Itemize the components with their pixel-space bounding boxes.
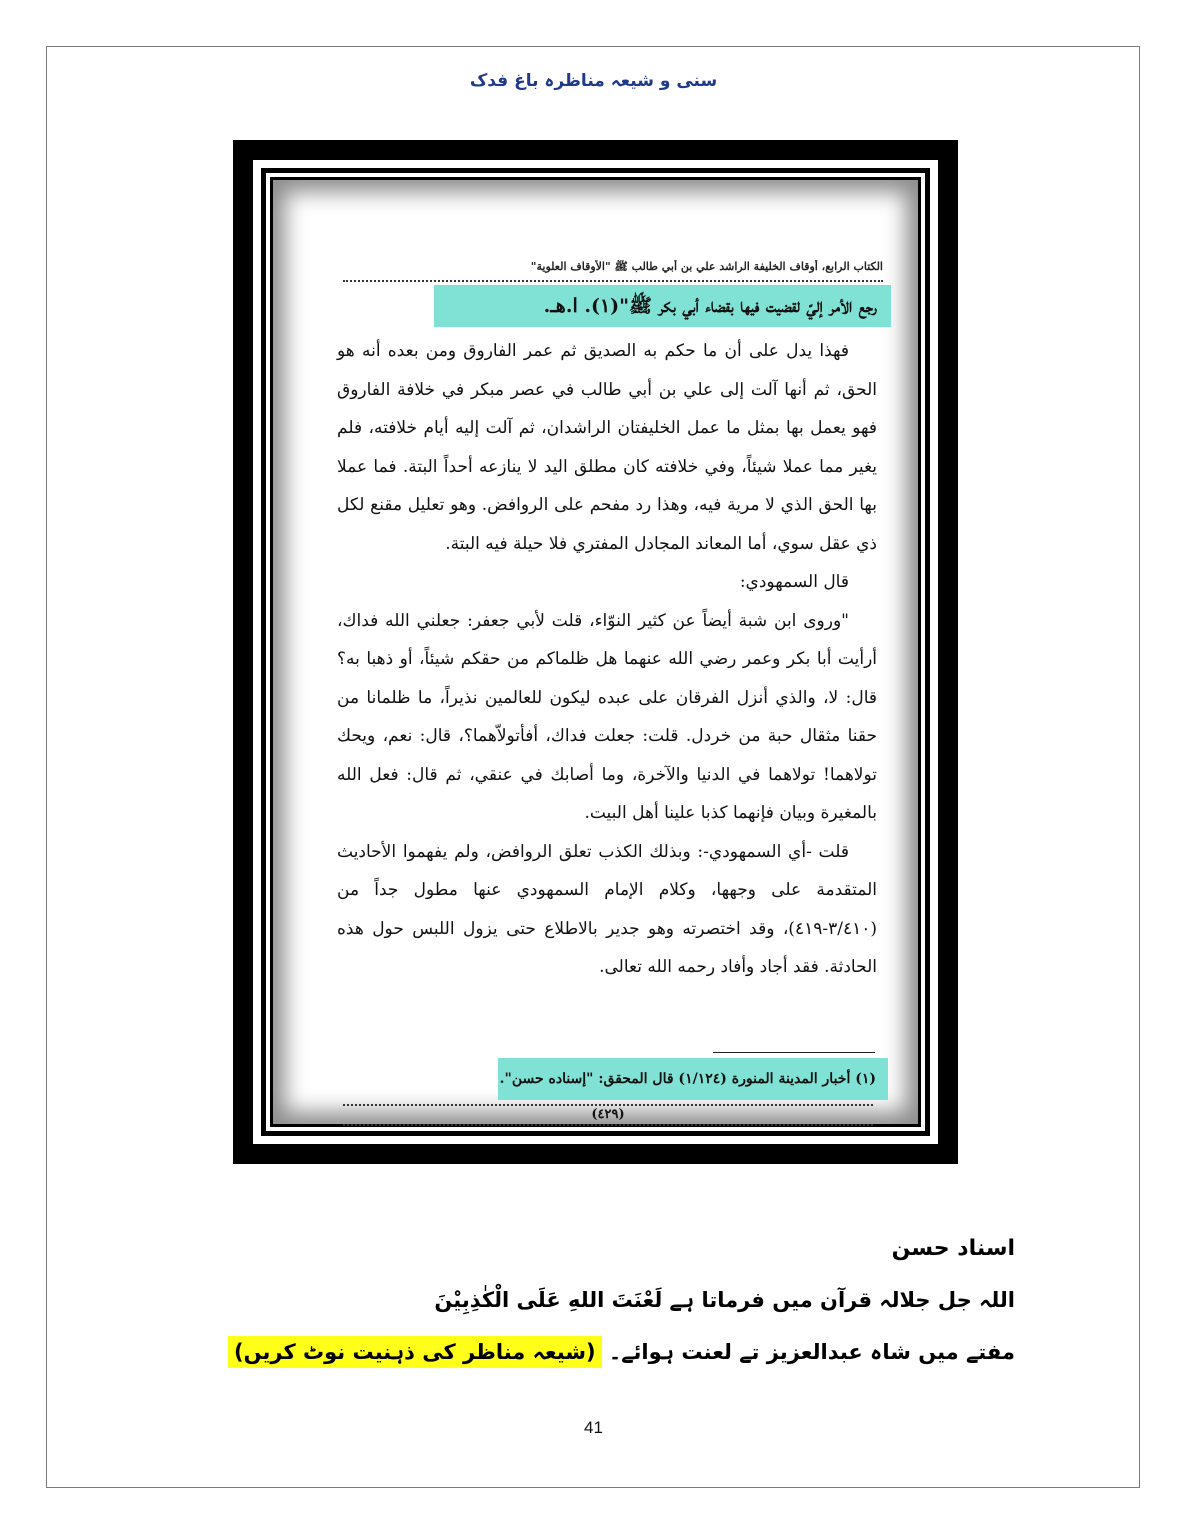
highlighted-line: رجع الأمر إليّ لقضيت فيها بقضاء أبي بكر ﷺ"(١). ا.هـ.	[434, 285, 891, 327]
paragraph: فهذا يدل على أن ما حكم به الصديق ثم عمر الفاروق ومن بعده أنه هو الحق، ثم أنها آلت إلى علي بن أبي طالب في عصر مبكر في خلافة الفاروق فهو يعمل بها بمثل ما عمل الخليفتان الراشدان، ثم آلت إليه أيام خلافته، فلم يغير مما عملا شيئاً، وفي خلافته كان مطلق اليد لا ينازعه أحداً البتة. فما عملا بها الحق الذي لا مرية فيه، وهذا رد مفحم على الروافض. وهو تعليل مقنع لكل ذي عقل سوي، أما المعاند المجادل المفتري فلا حيلة فيه البتة.	[337, 341, 877, 554]
urdu-heading: اسناد حسن	[891, 1236, 1015, 1261]
scan-running-head	[343, 260, 883, 282]
urdu-note-prefix: مفتے میں شاہ عبدالعزیز تے لعنت ہوائے۔	[608, 1340, 1015, 1364]
urdu-quran-line: اللہ جل جلالہ قرآن میں فرماتا ہے لَعْنَتَ اللهِ عَلَى الْكٰذِبِيْنَ	[434, 1288, 1015, 1312]
paragraph: قلت -أي السمهودي-: وبذلك الكذب تعلق الروافض، ولم يفهموا الأحاديث المتقدمة على وجهها، وكلام الإمام السمهودي عنها مطول جداً من (٣/٤١٠-٤١٩)، وقد اختصرته وهو جدير بالاطلاع حتى يزول اللبس حول هذه الحادثة. فقد أجاد وأفاد رحمه الله تعالى.	[337, 841, 877, 977]
scan-page-number: (٤٢٩)	[343, 1104, 873, 1126]
scanned-page-frame	[233, 140, 958, 1164]
running-head-text: الكتاب الرابع، أوقاف الخليفة الراشد علي بن أبي طالب ﷺ "الأوقاف العلوية"	[530, 260, 883, 273]
scan-body-text	[337, 332, 877, 987]
scanned-page	[273, 180, 918, 1124]
yellow-highlight-note: (شیعہ مناظر کی ذہنیت نوٹ کریں)	[228, 1336, 602, 1368]
page-number: 41	[584, 1418, 603, 1437]
running-head-rule	[343, 277, 883, 282]
urdu-note-line	[228, 1340, 1015, 1364]
page-header-title: سنی و شیعہ مناظرہ باغ فدک	[469, 71, 718, 91]
footnote: (١) أخبار المدينة المنورة (١/١٢٤) قال المحقق: "إسناده حسن".	[498, 1058, 888, 1100]
footnote-rule	[713, 1052, 875, 1053]
paragraph: "وروى ابن شبة أيضاً عن كثير النوّاء، قلت لأبي جعفر: جعلني الله فداك، أرأيت أبا بكر وعمر رضي الله عنهما هل ظلماكم من حقكم شيئاً، أو ذهبا به؟ قال: لا، والذي أنزل الفرقان على عبده ليكون للعالمين نذيراً، ما ظلمانا من حقنا مثقال حبة من خردل. قلت: جعلت فداك، أفأتولاّهما؟، قال: نعم، ويحك تولاهما! تولاهما في الدنيا والآخرة، وما أصابك في عنقي، ثم قال: فعل الله بالمغيرة وبيان فإنهما كذبا علينا أهل البيت.	[337, 610, 877, 823]
paragraph: قال السمهودي:	[739, 572, 849, 592]
